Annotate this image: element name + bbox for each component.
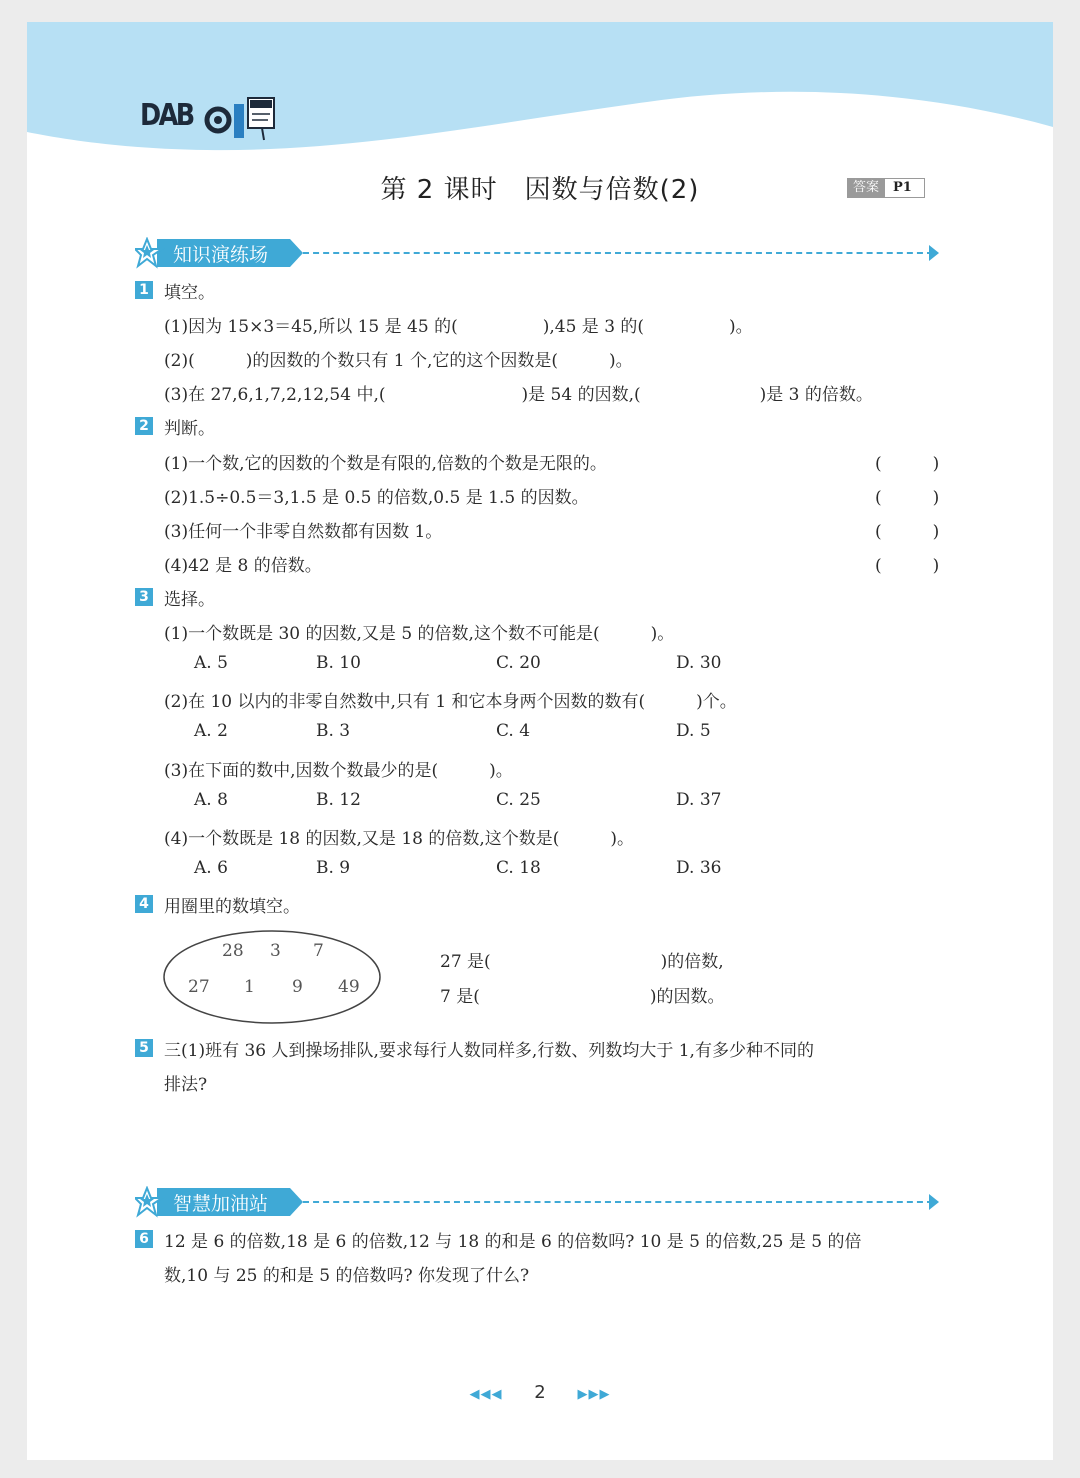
q2-item-4: (4)42 是 8 的倍数。	[164, 556, 322, 576]
option-d[interactable]: D. 37	[676, 790, 722, 810]
circle-number: 28	[222, 941, 244, 961]
question-title: 选择。	[164, 590, 215, 610]
page-number: 2	[534, 1382, 546, 1403]
question-title: 判断。	[164, 419, 215, 439]
question-number: 3	[135, 588, 153, 606]
q3-stem-3: (3)在下面的数中,因数个数最少的是( )。	[164, 761, 513, 781]
option-b[interactable]: B. 9	[316, 858, 351, 878]
option-b[interactable]: B. 3	[316, 721, 351, 741]
logo-text: DAB	[140, 98, 193, 133]
q2-item-1: (1)一个数,它的因数的个数是有限的,倍数的个数是无限的。	[164, 454, 607, 474]
q2-item-2: (2)1.5÷0.5＝3,1.5 是 0.5 的倍数,0.5 是 1.5 的因数。	[164, 488, 589, 508]
q5-line-1: 三(1)班有 36 人到操场排队,要求每行人数同样多,行数、列数均大于 1,有多少种不同的	[164, 1041, 814, 1061]
circle-number: 1	[244, 977, 255, 997]
option-c[interactable]: C. 25	[496, 790, 541, 810]
prev-page-arrows-icon[interactable]: ◀◀◀	[469, 1387, 503, 1402]
option-b[interactable]: B. 10	[316, 653, 361, 673]
option-d[interactable]: D. 5	[676, 721, 711, 741]
section-banner-wisdom	[135, 1186, 935, 1218]
lesson-title: 第 2 课时 因数与倍数(2)	[380, 175, 700, 205]
option-a[interactable]: A. 6	[194, 858, 228, 878]
answer-label: 答案	[847, 178, 885, 198]
answer-blank[interactable]: ( )	[875, 454, 940, 474]
q3-stem-1: (1)一个数既是 30 的因数,又是 5 的倍数,这个数不可能是( )。	[164, 624, 675, 644]
q2-item-3: (3)任何一个非零自然数都有因数 1。	[164, 522, 443, 542]
option-c[interactable]: C. 20	[496, 653, 541, 673]
brand-logo	[140, 90, 280, 142]
q1-item-3: (3)在 27,6,1,7,2,12,54 中,( )是 54 的因数,( )是 3 的倍数。	[164, 385, 873, 405]
number-circle	[162, 927, 382, 1027]
option-d[interactable]: D. 30	[676, 653, 722, 673]
circle-number: 9	[292, 977, 303, 997]
q5-line-2: 排法?	[164, 1075, 208, 1095]
section-title: 知识演练场	[173, 244, 269, 266]
option-a[interactable]: A. 2	[194, 721, 228, 741]
q1-item-1: (1)因为 15×3＝45,所以 15 是 45 的( ),45 是 3 的( )。	[164, 317, 753, 337]
option-d[interactable]: D. 36	[676, 858, 722, 878]
answer-reference[interactable]	[847, 178, 925, 198]
option-a[interactable]: A. 8	[194, 790, 228, 810]
option-b[interactable]: B. 12	[316, 790, 361, 810]
q4-line-2: 7 是( )的因数。	[440, 987, 725, 1007]
dashed-divider	[303, 1201, 933, 1203]
circle-number: 27	[188, 977, 210, 997]
next-page-arrows-icon[interactable]: ▶▶▶	[577, 1387, 611, 1402]
answer-blank[interactable]: ( )	[875, 488, 940, 508]
option-c[interactable]: C. 4	[496, 721, 531, 741]
answer-page: P1	[885, 178, 925, 198]
page-footer	[27, 1382, 1053, 1403]
arrow-right-icon	[929, 1194, 939, 1210]
logo-mascot-icon	[204, 90, 284, 142]
question-title: 用圈里的数填空。	[164, 897, 300, 917]
q6-line-2: 数,10 与 25 的和是 5 的倍数吗? 你发现了什么?	[164, 1266, 530, 1286]
circle-number: 3	[270, 941, 281, 961]
q4-line-1: 27 是( )的倍数,	[440, 952, 724, 972]
q3-stem-2: (2)在 10 以内的非零自然数中,只有 1 和它本身两个因数的数有( )个。	[164, 692, 737, 712]
section-title: 智慧加油站	[173, 1193, 269, 1215]
answer-blank[interactable]: ( )	[875, 556, 940, 576]
section-banner-practice	[135, 237, 935, 269]
q3-stem-4: (4)一个数既是 18 的因数,又是 18 的倍数,这个数是( )。	[164, 829, 635, 849]
dashed-divider	[303, 252, 933, 254]
question-number: 4	[135, 895, 153, 913]
question-number: 5	[135, 1039, 153, 1057]
answer-blank[interactable]: ( )	[875, 522, 940, 542]
option-a[interactable]: A. 5	[194, 653, 228, 673]
question-number: 1	[135, 281, 153, 299]
question-number: 6	[135, 1230, 153, 1248]
circle-number: 7	[313, 941, 324, 961]
option-c[interactable]: C. 18	[496, 858, 541, 878]
workbook-page	[27, 22, 1053, 1460]
arrow-right-icon	[929, 245, 939, 261]
q6-line-1: 12 是 6 的倍数,18 是 6 的倍数,12 与 18 的和是 6 的倍数吗? 10 是 5 的倍数,25 是 5 的倍	[164, 1232, 862, 1252]
circle-number: 49	[338, 977, 360, 997]
q1-item-2: (2)( )的因数的个数只有 1 个,它的这个因数是( )。	[164, 351, 633, 371]
question-number: 2	[135, 417, 153, 435]
question-title: 填空。	[164, 283, 215, 303]
